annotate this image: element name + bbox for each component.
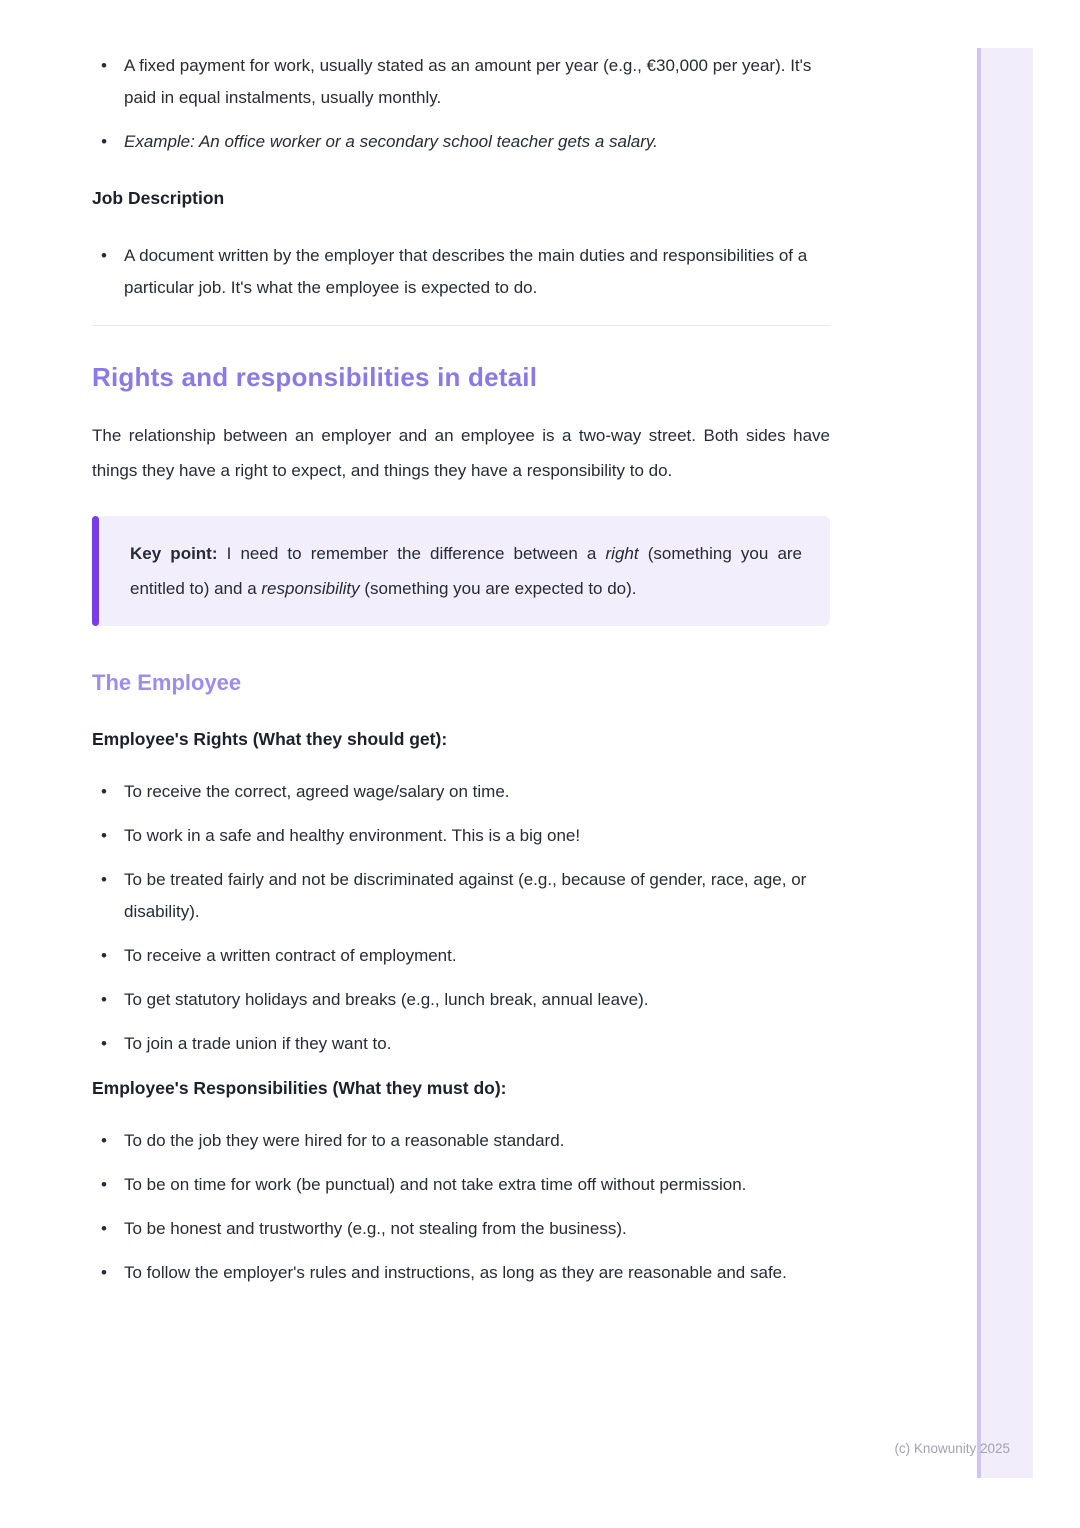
job-description-heading: Job Description	[92, 188, 225, 208]
side-accent-band	[977, 48, 1033, 1478]
employee-rights-heading: Employee's Rights (What they should get):	[92, 729, 448, 749]
list-item: • To receive a written contract of employment.	[92, 940, 830, 972]
employee-rights-bullet-list	[92, 776, 830, 1060]
list-item: • To be treated fairly and not be discriminated against (e.g., because of gender, race, age, or disability).	[92, 864, 830, 928]
job-description-bullet-list	[92, 240, 830, 304]
list-item: • To get statutory holidays and breaks (e.g., lunch break, annual leave).	[92, 984, 830, 1016]
section-heading: Rights and responsibilities in detail	[92, 362, 538, 392]
employee-subheading: The Employee	[92, 670, 242, 695]
list-item: • To join a trade union if they want to.	[92, 1028, 830, 1060]
key-point-accent-bar	[92, 516, 99, 626]
list-item: • To be on time for work (be punctual) and not take extra time off without permission.	[92, 1169, 830, 1201]
list-item: • A fixed payment for work, usually stated as an amount per year (e.g., €30,000 per year). It's paid in equal instalments, usually monthly.	[92, 50, 830, 114]
list-item: • A document written by the employer that describes the main duties and responsibilities of a particular job. It's what the employee is expected to do.	[92, 240, 830, 304]
salary-bullet-list	[92, 50, 830, 158]
key-point-text: Key point: I need to remember the difference between a right (something you are entitled to) and a responsibility (something you are expected to do).	[130, 544, 803, 598]
employee-responsibilities-bullet-list	[92, 1125, 830, 1289]
employee-responsibilities-heading: Employee's Responsibilities (What they must do):	[92, 1078, 507, 1098]
list-item: • To work in a safe and healthy environment. This is a big one!	[92, 820, 830, 852]
footer-copyright: (c) Knowunity 2025	[894, 1441, 1010, 1456]
list-item: • To follow the employer's rules and instructions, as long as they are reasonable and safe.	[92, 1257, 830, 1289]
document-content	[92, 0, 830, 1289]
list-item: • To receive the correct, agreed wage/salary on time.	[92, 776, 830, 808]
list-item-example: • Example: An office worker or a secondary school teacher gets a salary.	[92, 126, 830, 158]
section-divider	[92, 325, 830, 326]
list-item: • To be honest and trustworthy (e.g., not stealing from the business).	[92, 1213, 830, 1245]
section-intro-paragraph: The relationship between an employer and an employee is a two-way street. Both sides have things they have a right to expect, and things they have a responsibility to do.	[92, 426, 830, 480]
key-point-callout	[92, 516, 830, 626]
list-item: • To do the job they were hired for to a reasonable standard.	[92, 1125, 830, 1157]
